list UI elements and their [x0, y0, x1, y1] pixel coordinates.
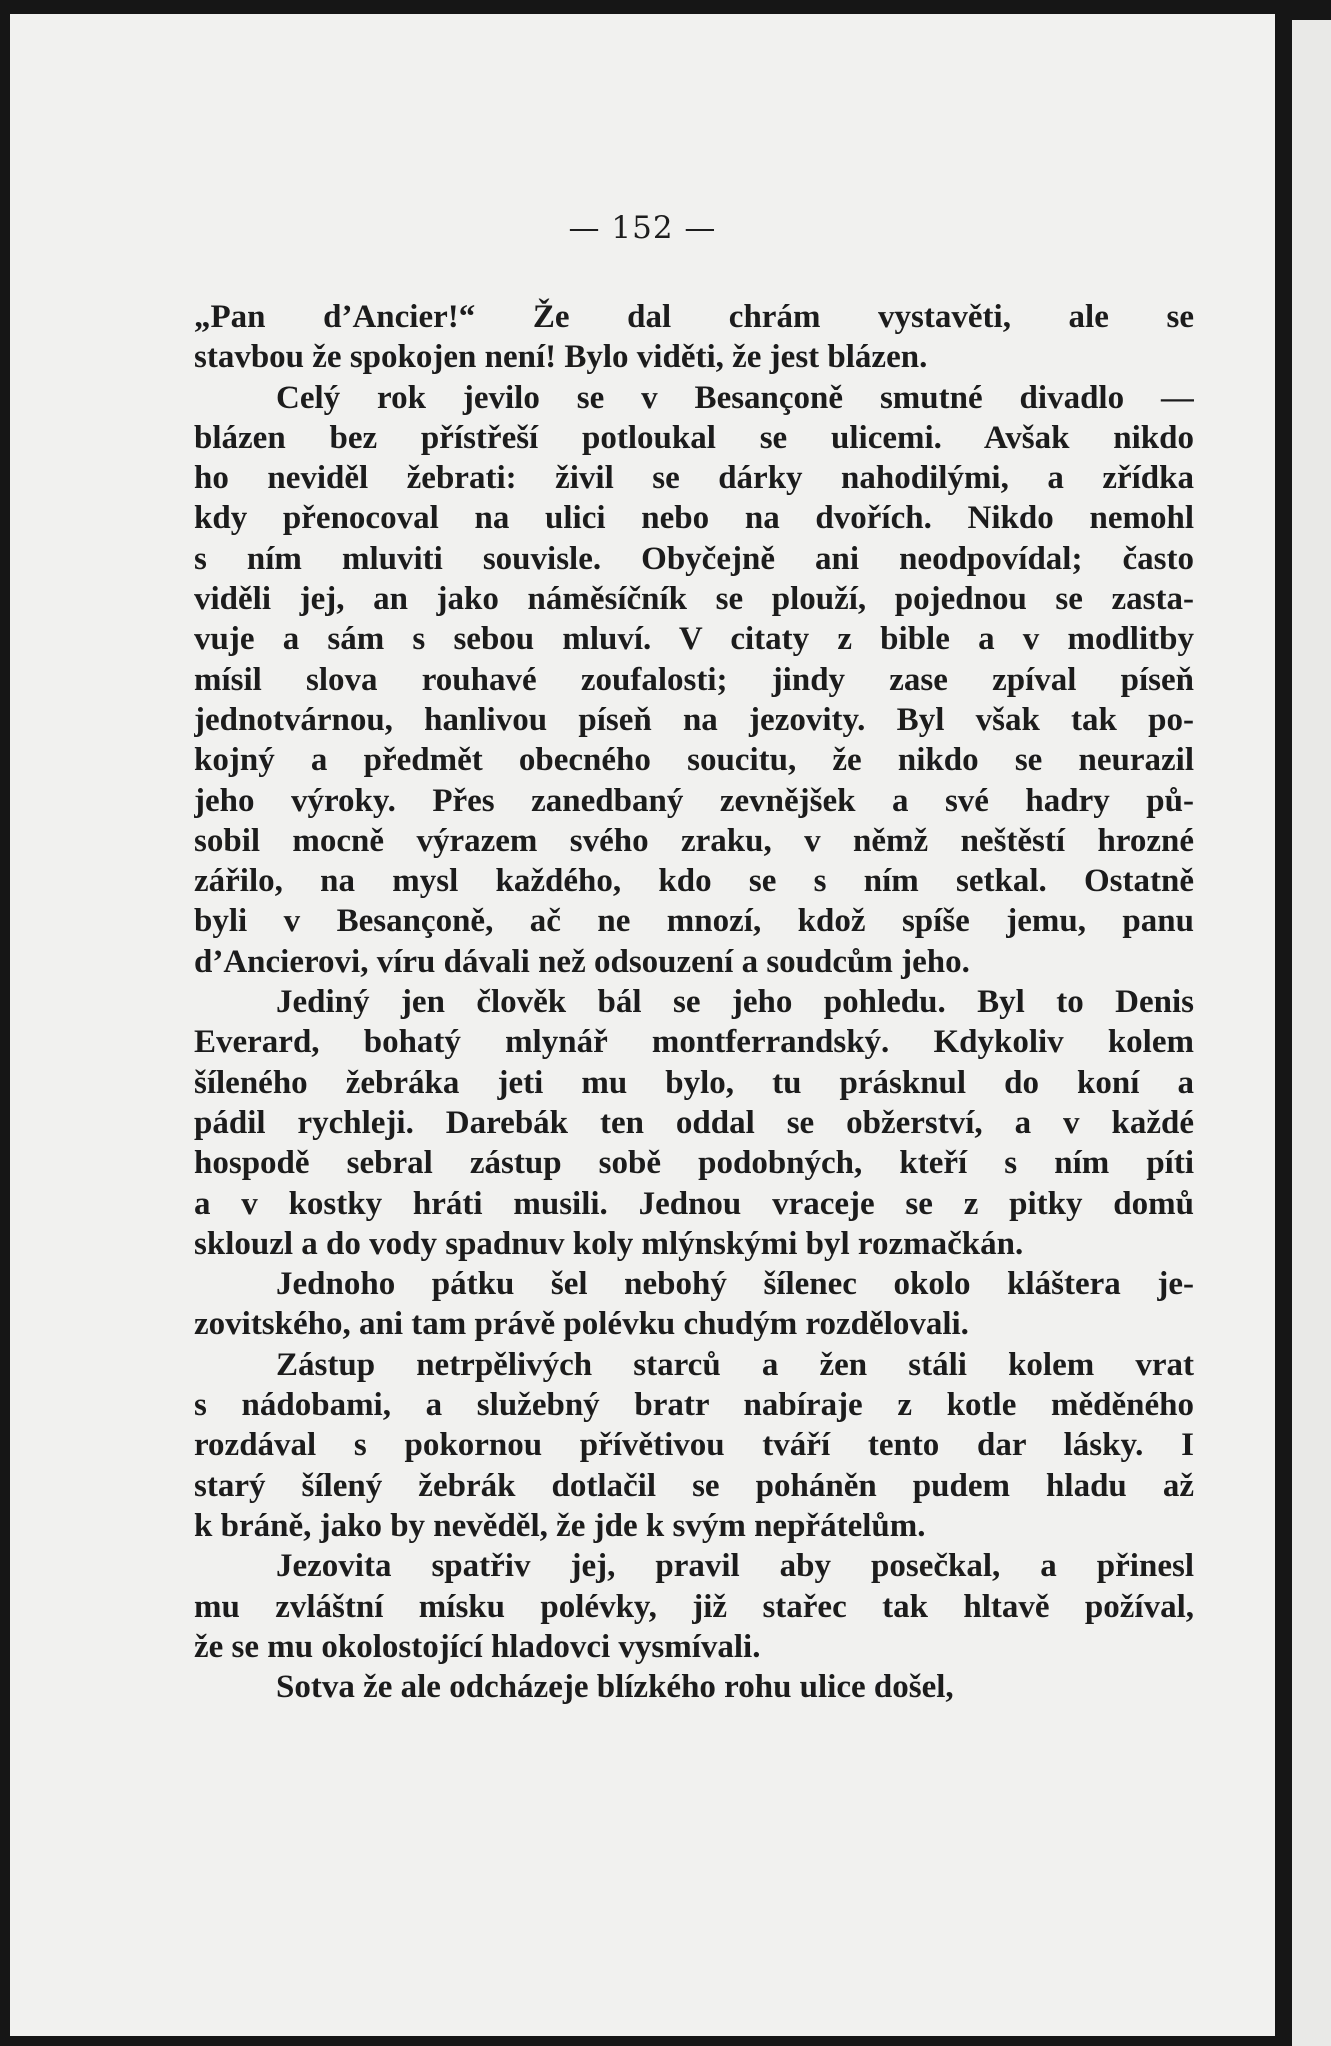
paragraph — [194, 1546, 1194, 1667]
text-line: pádil rychleji. Darebák ten oddal se obžerství, a v každé — [194, 1104, 1194, 1141]
text-line: viděli jej, an jako náměsíčník se plouží, pojednou se zasta- — [194, 581, 1194, 618]
text-line: Jediný jen člověk bál se jeho pohledu. Byl to Denis — [276, 984, 1194, 1021]
text-line: Sotva že ale odcházeje blízkého rohu ulice došel, — [276, 1669, 954, 1706]
text-line: a v kostky hráti musili. Jednou vraceje se z pitky domů — [194, 1185, 1194, 1222]
text-line: vuje a sám s sebou mluví. V citaty z bible a v modlitby — [194, 621, 1194, 658]
paragraph — [194, 1345, 1194, 1546]
text-line: starý šílený žebrák dotlačil se poháněn pudem hladu až — [194, 1467, 1194, 1504]
page-number: — 152 — — [568, 210, 717, 246]
text-line: hospodě sebral zástup sobě podobných, kteří s ním píti — [194, 1145, 1194, 1182]
paragraph — [194, 378, 1194, 982]
paragraph — [194, 1264, 1194, 1345]
text-line: zovitského, ani tam právě polévku chudým rozdělovali. — [194, 1306, 969, 1343]
text-line: kdy přenocoval na ulici nebo na dvořích. Nikdo nemohl — [194, 500, 1194, 537]
paragraph — [194, 982, 1194, 1264]
text-line: s ním mluviti souvisle. Obyčejně ani neodpovídal; často — [194, 540, 1194, 577]
text-line: Everard, bohatý mlynář montferrandský. Kdykoliv kolem — [194, 1024, 1194, 1061]
text-line: stavbou že spokojen není! Bylo viděti, že jest blázen. — [194, 339, 928, 376]
text-line: Zástup netrpělivých starců a žen stáli kolem vrat — [276, 1346, 1194, 1383]
paragraph — [194, 297, 1194, 378]
text-line: Jezovita spatřiv jej, pravil aby posečkal, a přinesl — [276, 1548, 1194, 1585]
text-line: „Pan d’Ancier!“ Že dal chrám vystavěti, ale se — [194, 299, 1194, 335]
book-page — [10, 14, 1275, 2036]
text-line: s nádobami, a služebný bratr nabíraje z kotle měděného — [194, 1387, 1194, 1424]
text-line: Jednoho pátku šel nebohý šílenec okolo kláštera je- — [276, 1266, 1194, 1303]
text-line: mísil slova rouhavé zoufalosti; jindy zase zpíval píseň — [194, 661, 1194, 698]
text-line: jeho výroky. Přes zanedbaný zevnějšek a své hadry pů- — [194, 782, 1194, 819]
text-line: sklouzl a do vody spadnuv koly mlýnskými byl rozmačkán. — [194, 1225, 1024, 1262]
text-line: kojný a předmět obecného soucitu, že nikdo se neurazil — [194, 742, 1194, 779]
text-line: šíleného žebráka jeti mu bylo, tu prásknul do koní a — [194, 1064, 1194, 1101]
text-line: zářilo, na mysl každého, kdo se s ním setkal. Ostatně — [194, 863, 1194, 900]
next-page-edge — [1292, 20, 1331, 2046]
text-line: že se mu okolostojící hladovci vysmívali. — [194, 1628, 761, 1665]
body-text — [194, 297, 1194, 1707]
text-line: d’Ancierovi, víru dávali než odsouzení a soudcům jeho. — [194, 943, 970, 980]
paragraph — [194, 1667, 1194, 1707]
text-line: Celý rok jevilo se v Besançoně smutné divadlo — — [276, 379, 1194, 416]
text-line: ho neviděl žebrati: živil se dárky nahodilými, a zřídka — [194, 460, 1194, 497]
text-line: sobil mocně výrazem svého zraku, v němž neštěstí hrozné — [194, 822, 1194, 859]
text-line: jednotvárnou, hanlivou píseň na jezovity. Byl však tak po- — [194, 701, 1194, 738]
text-line: mu zvláštní mísku polévky, již stařec tak hltavě požíval, — [194, 1588, 1194, 1625]
text-line: byli v Besançoně, ač ne mnozí, kdož spíše jemu, panu — [194, 903, 1194, 940]
text-line: k bráně, jako by nevěděl, že jde k svým nepřátelům. — [194, 1507, 926, 1544]
text-line: blázen bez přístřeší potloukal se ulicemi. Avšak nikdo — [194, 419, 1194, 456]
text-line: rozdával s pokornou přívětivou tváří tento dar lásky. I — [194, 1427, 1194, 1464]
